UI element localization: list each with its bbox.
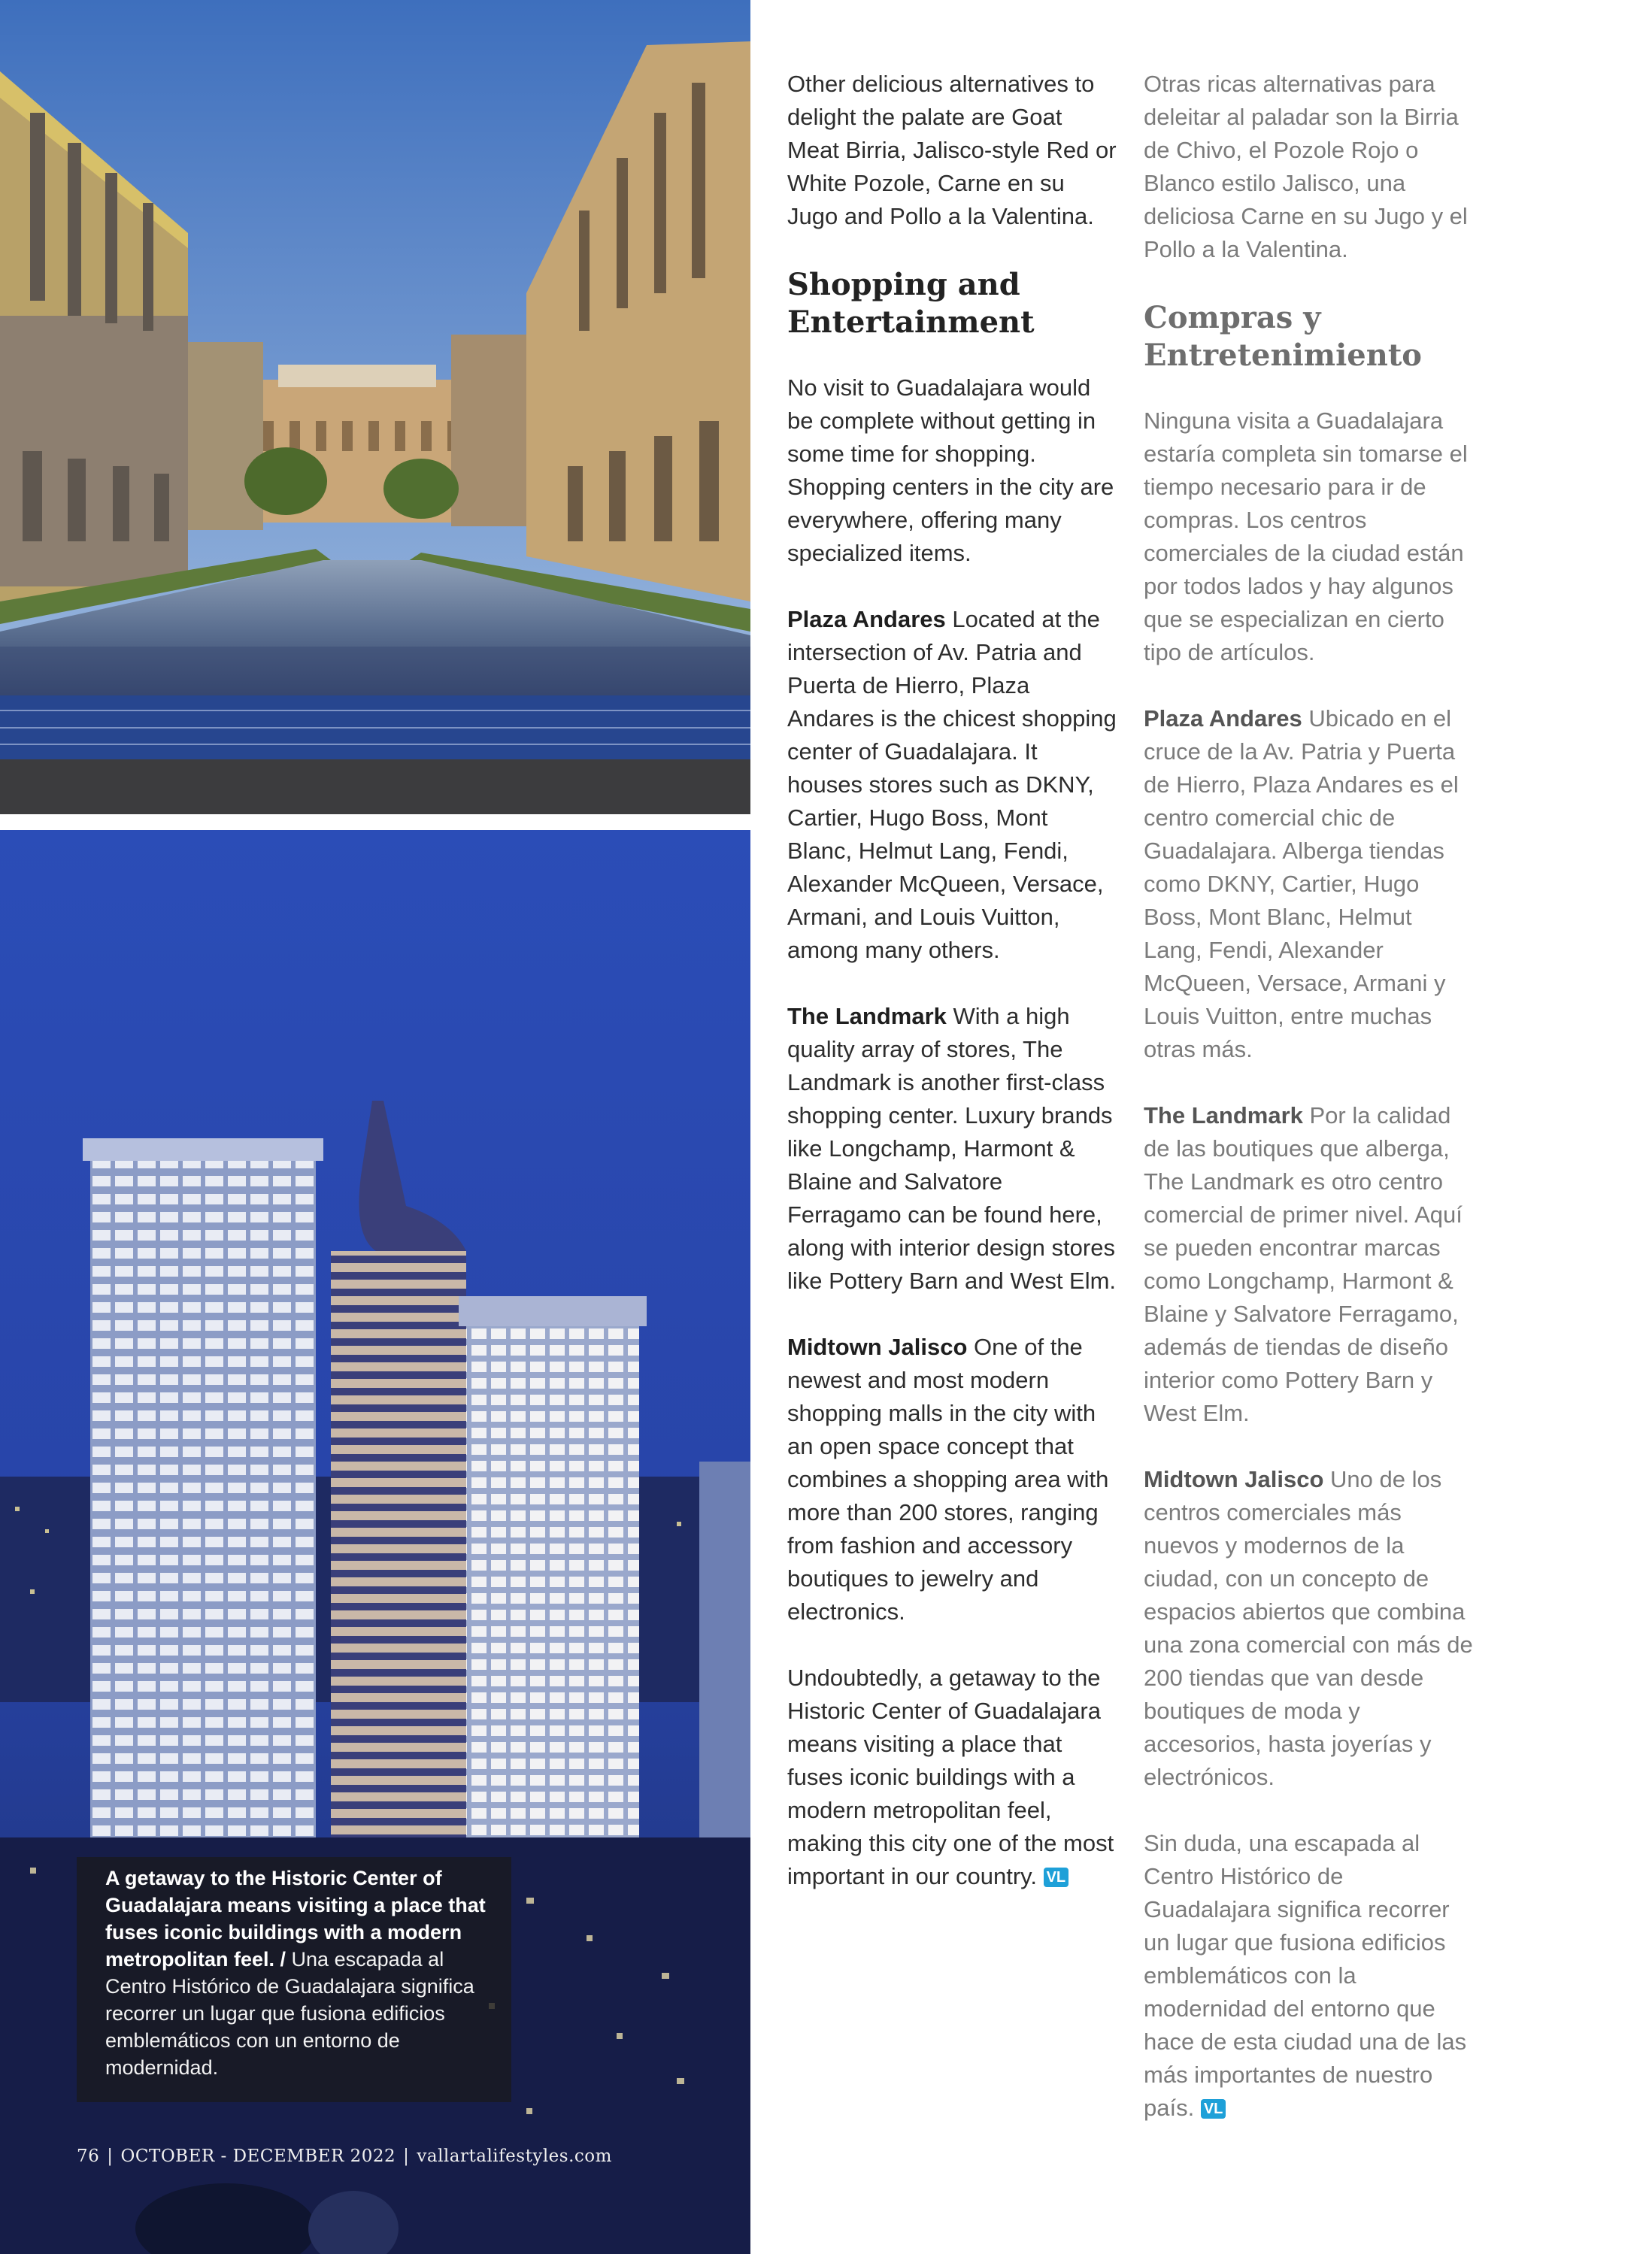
store-name-midtown: Midtown Jalisco bbox=[787, 1334, 968, 1360]
spanish-heading: Compras y Entretenimiento bbox=[1144, 300, 1422, 373]
store-name-andares: Plaza Andares bbox=[1144, 705, 1302, 732]
caption-separator: / bbox=[274, 1948, 292, 1971]
english-paragraph-midtown: Midtown Jalisco One of the newest and most modern shopping malls in the city with an open space concept that combines a shopping area with more than 200 stores, ranging from fashion and accessory boutiques to jewelry and electronics. bbox=[787, 1334, 1109, 1625]
photo-caption bbox=[77, 1857, 511, 2102]
spanish-paragraph-midtown: Midtown Jalisco Uno de los centros comerciales más nuevos y modernos de la ciudad, con un concepto de espacios abiertos que combina una zona comercial con más de 200 tiendas que van desde boutiques de moda y accesorios, hasta joyerías y electrónicos. bbox=[1144, 1466, 1473, 1790]
website-link[interactable]: vallartalifestyles.com bbox=[417, 2146, 612, 2166]
english-paragraph-andares: Plaza Andares Located at the intersection of Av. Patria and Puerta de Hierro, Plaza Andares is the chicest shopping center of Guadalajara. It houses stores such as DKNY, Cartier, Hugo Boss, Mont Blanc, Helmut Lang, Fendi, Alexander McQueen, Versace, Armani, and Louis Vuitton, among many others. bbox=[787, 606, 1117, 963]
issue-date: OCTOBER - DECEMBER 2022 bbox=[120, 2146, 396, 2166]
store-name-midtown: Midtown Jalisco bbox=[1144, 1466, 1324, 1492]
store-name-landmark: The Landmark bbox=[1144, 1102, 1303, 1129]
english-heading: Shopping and Entertainment bbox=[787, 267, 1035, 340]
page-footer bbox=[77, 2146, 612, 2166]
footer-separator: | bbox=[403, 2146, 410, 2166]
spanish-paragraph-landmark: The Landmark Por la calidad de las boutiques que alberga, The Landmark es otro centro comercial de primer nivel. Aquí se pueden encontrar marcas como Longchamp, Harmont & Blaine y Salvatore Ferragamo, además de tiendas de diseño interior como Pottery Barn y West Elm. bbox=[1144, 1102, 1463, 1426]
spanish-column bbox=[1144, 68, 1475, 2158]
spanish-intro: Otras ricas alternativas para deleitar al paladar son la Birria de Chivo, el Pozole Rojo o Blanco estilo Jalisco, una deliciosa Carne en su Jugo y el Pollo a la Valentina. bbox=[1144, 71, 1468, 262]
english-paragraph-landmark: The Landmark With a high quality array of stores, The Landmark is another first-class shopping center. Luxury brands like Longchamp, Harmont & Blaine and Salvatore Ferragamo can be found here, along with interior design stores like Pottery Barn and West Elm. bbox=[787, 1003, 1117, 1294]
vl-logo-icon: VL bbox=[1044, 1868, 1069, 1887]
store-name-landmark: The Landmark bbox=[787, 1003, 947, 1029]
store-name-andares: Plaza Andares bbox=[787, 606, 946, 632]
photo-reflecting-pool bbox=[0, 0, 750, 814]
caption-spanish: Una escapada al Centro Histórico de Guadalajara significa recorrer un lugar que fusiona edificios emblemáticos con un entorno de modernidad. bbox=[105, 1948, 474, 2079]
english-intro: Other delicious alternatives to delight the palate are Goat Meat Birria, Jalisco-style Red or White Pozole, Carne en su Jugo and Pollo a la Valentina. bbox=[787, 71, 1117, 229]
spanish-paragraph-andares: Plaza Andares Ubicado en el cruce de la Av. Patria y Puerta de Hierro, Plaza Andares es el centro comercial chic de Guadalajara. Alberga tiendas como DKNY, Cartier, Hugo Boss, Mont Blanc, Helmut Lang, Fendi, Alexander McQueen, Versace, Armani y Louis Vuitton, entre muchas otras más. bbox=[1144, 705, 1459, 1062]
spanish-closing: Sin duda, una escapada al Centro Histórico de Guadalajara significa recorrer un lugar que fusiona edificios emblemáticos con la modernidad del entorno que hace de esta ciudad una de las más importantes de nuestro país. VL bbox=[1144, 1830, 1467, 2121]
english-column bbox=[787, 68, 1118, 1926]
footer-separator: | bbox=[107, 2146, 114, 2166]
spanish-paragraph-shopping: Ninguna visita a Guadalajara estaría completa sin tomarse el tiempo necesario para ir de compras. Los centros comerciales de la ciudad están por todos lados y hay algunos que se especializan en cierto tipo de artículos. bbox=[1144, 407, 1468, 665]
vl-logo-icon: VL bbox=[1201, 2099, 1226, 2119]
caption-english: A getaway to the Historic Center of Guadalajara means visiting a place that fuses iconic buildings with a modern metropolitan feel. bbox=[105, 1867, 486, 1971]
page-number: 76 bbox=[77, 2146, 100, 2166]
english-closing: Undoubtedly, a getaway to the Historic Center of Guadalajara means visiting a place that fuses iconic buildings with a modern metropolitan feel, making this city one of the most important in our country. VL bbox=[787, 1665, 1114, 1889]
english-paragraph-shopping: No visit to Guadalajara would be complete without getting in some time for shopping. Shopping centers in the city are everywhere, offering many specialized items. bbox=[787, 374, 1114, 566]
